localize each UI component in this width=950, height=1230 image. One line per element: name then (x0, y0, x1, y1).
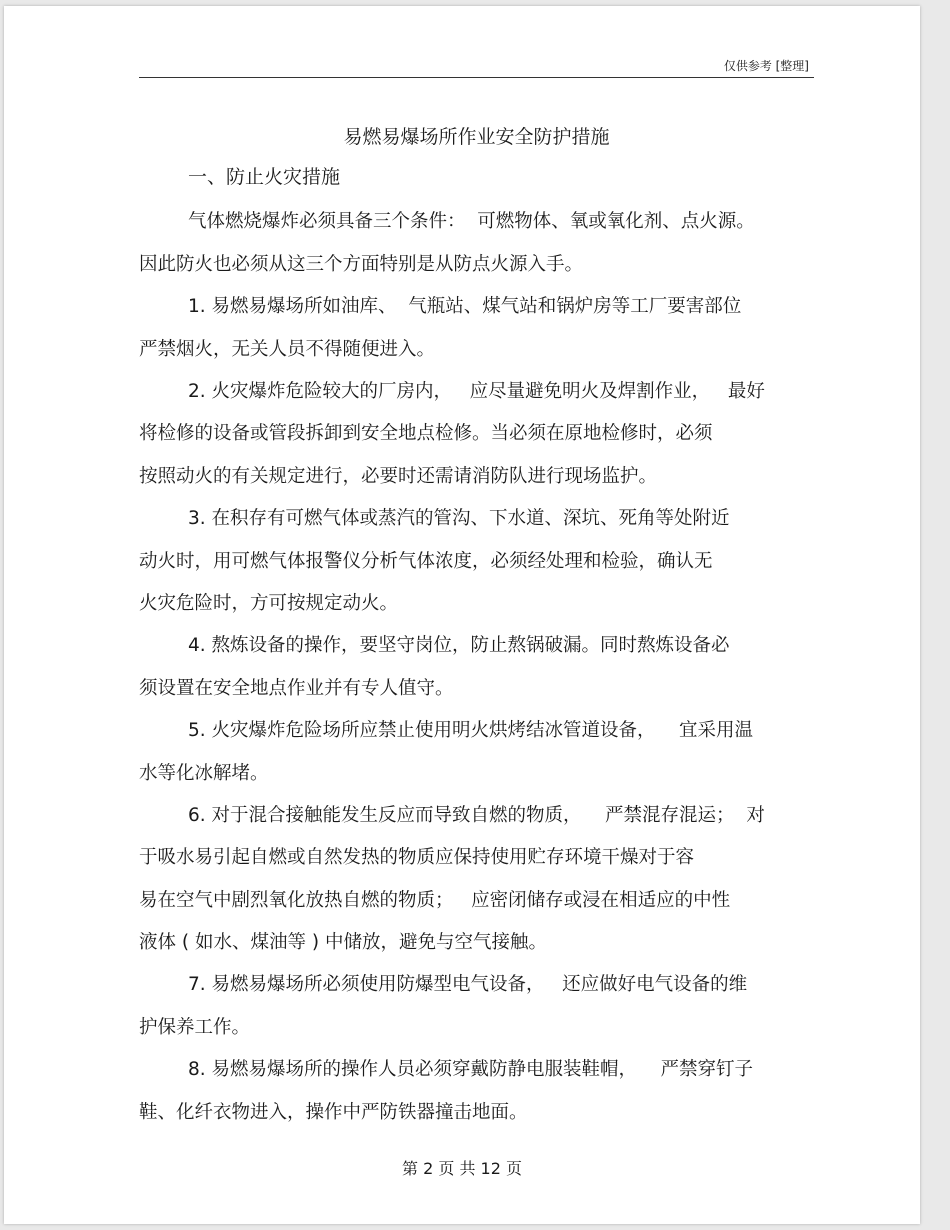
text-line: 按照动火的有关规定进行，必要时还需请消防队进行现场监护。 (139, 466, 658, 487)
text-line: 7. 易燃易爆场所必须使用防爆型电气设备， 还应做好电气设备的维 (188, 974, 748, 995)
document-page (4, 6, 920, 1224)
section-heading: 一、防止火灾措施 (188, 166, 341, 188)
text-line: 液体 ( 如水、煤油等 ) 中储放，避免与空气接触。 (139, 932, 547, 953)
text-line: 将检修的设备或管段拆卸到安全地点检修。当必须在原地检修时，必须 (139, 423, 713, 444)
text-line: 3. 在积存有可燃气体或蒸汽的管沟、下水道、深坑、死角等处附近 (188, 508, 730, 529)
text-line: 于吸水易引起自燃或自然发热的物质应保持使用贮存环境干燥对于容 (139, 847, 695, 868)
header-rule (139, 77, 814, 78)
text-line: 气体燃烧爆炸必须具备三个条件： 可燃物体、氧或氧化剂、点火源。 (188, 211, 755, 232)
text-line: 8. 易燃易爆场所的操作人员必须穿戴防静电服装鞋帽， 严禁穿钉子 (188, 1059, 754, 1080)
text-line: 动火时，用可燃气体报警仪分析气体浓度，必须经处理和检验，确认无 (139, 551, 713, 572)
text-line: 鞋、化纤衣物进入，操作中严防铁器撞击地面。 (139, 1102, 528, 1123)
page-title: 易燃易爆场所作业安全防护措施 (343, 126, 610, 148)
text-line: 6. 对于混合接触能发生反应而导致自燃的物质， 严禁混存混运； 对 (188, 805, 765, 826)
text-line: 严禁烟火，无关人员不得随便进入。 (139, 339, 436, 360)
text-line: 因此防火也必须从这三个方面特别是从防点火源入手。 (139, 254, 584, 275)
text-line: 水等化冰解堵。 (139, 763, 269, 784)
page-footer: 第 2 页 共 12 页 (402, 1159, 522, 1178)
text-line: 4. 熬炼设备的操作，要坚守岗位，防止熬锅破漏。同时熬炼设备必 (188, 635, 730, 656)
text-line: 易在空气中剧烈氧化放热自燃的物质； 应密闭储存或浸在相适应的中性 (139, 890, 731, 911)
text-line: 火灾危险时，方可按规定动火。 (139, 593, 399, 614)
text-line: 1. 易燃易爆场所如油库、 气瓶站、煤气站和锅炉房等工厂要害部位 (188, 296, 742, 317)
text-line: 5. 火灾爆炸危险场所应禁止使用明火烘烤结冰管道设备， 宜采用温 (188, 720, 754, 741)
text-line: 护保养工作。 (139, 1017, 251, 1038)
text-line: 2. 火灾爆炸危险较大的厂房内， 应尽量避免明火及焊割作业， 最好 (188, 381, 765, 402)
header-note: 仅供参考 [整理] (723, 59, 809, 73)
text-line: 须设置在安全地点作业并有专人值守。 (139, 678, 454, 699)
